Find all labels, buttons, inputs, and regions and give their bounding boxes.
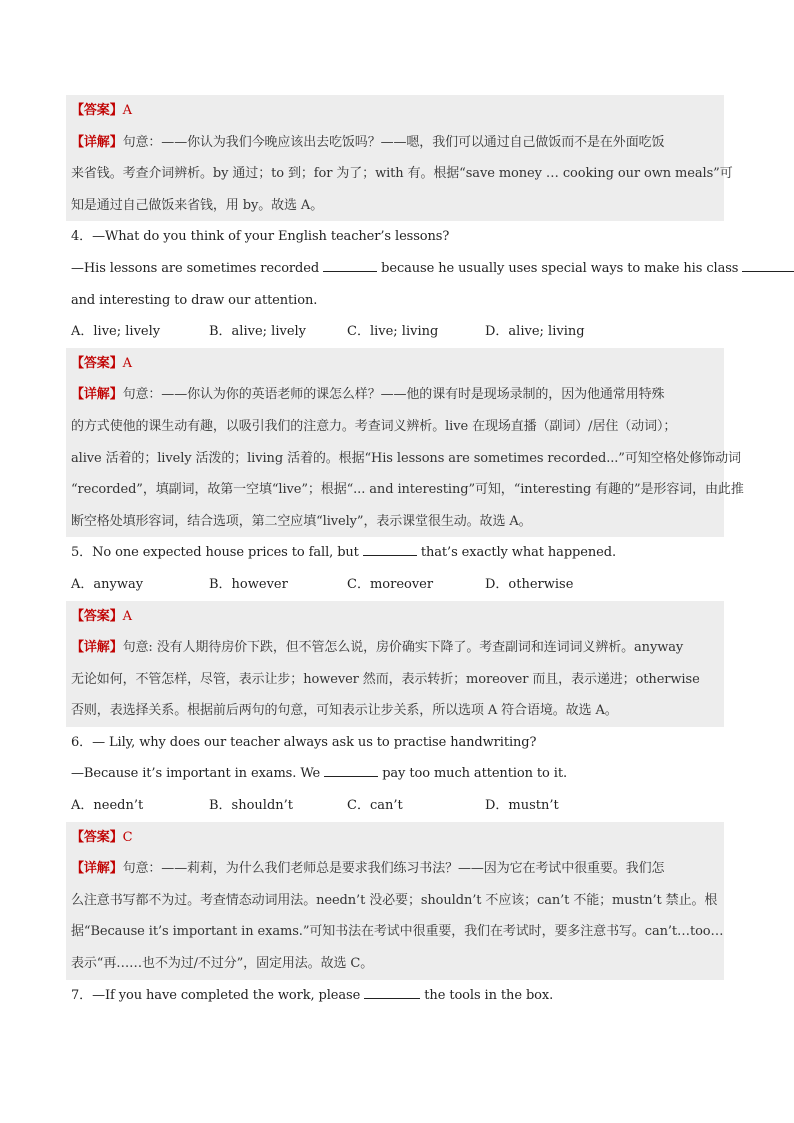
answer-tag: 【答案】	[71, 103, 123, 118]
question-6-options	[66, 790, 724, 822]
option-d: D．alive; living	[485, 324, 585, 340]
option-a: A．needn’t	[71, 798, 144, 814]
option-d: D．mustn’t	[485, 798, 559, 814]
detail-line	[71, 379, 722, 411]
question-text: because he usually uses special ways to make his class	[377, 260, 743, 276]
detail-tag: 【详解】	[71, 640, 123, 656]
question-4-line: 4．—What do you think of your English teacher’s lessons?	[71, 229, 450, 245]
answer-line	[71, 95, 722, 127]
answer-value: C	[122, 829, 133, 845]
question-text: pay too much attention to it.	[378, 766, 568, 782]
question-text: 5．No one expected house prices to fall, but	[71, 545, 363, 561]
detail-line: 知是通过自己做饭来省钱，用 by。故选 A。	[71, 197, 324, 213]
detail-line: 来省钱。考查介词辨析。by 通过；to 到；for 为了；with 有。根据“save money … cooking our own meals”可	[71, 166, 733, 182]
question-text: —Because it’s important in exams. We	[71, 766, 325, 782]
question-6-line: 6．— Lily, why does our teacher always ask us to practise handwriting?	[71, 734, 537, 750]
detail-text: 句意：——你认为你的英语老师的课怎么样？——他的课有时是现场录制的，因为他通常用特殊	[122, 387, 665, 403]
answer-blank	[323, 259, 377, 272]
detail-tag: 【详解】	[71, 861, 123, 877]
answer-tag: 【答案】	[71, 355, 123, 371]
detail-text: 句意: 没有人期待房价下跌，但不管怎么说，房价确实下降了。考查副词和连词词义辨析。anyway	[122, 640, 684, 656]
document-content	[66, 95, 744, 1011]
detail-text: 句意：——你认为我们今晚应该出去吃饭吗？——嗯，我们可以通过自己做饭而不是在外面吃饭	[122, 134, 665, 150]
answer-block-q3	[66, 95, 733, 221]
detail-tag: 【详解】	[71, 134, 123, 150]
option-b: B．however	[209, 576, 288, 592]
detail-line: alive 活着的；lively 活泼的；living 活着的。根据“His lessons are sometimes recorded...”可知空格处修饰动词	[71, 450, 741, 466]
answer-value: A	[122, 355, 132, 371]
answer-tag: 【答案】	[71, 829, 123, 845]
answer-blank	[742, 259, 794, 272]
answer-value: A	[122, 608, 132, 624]
option-c: C．moreover	[347, 576, 434, 592]
answer-value: A	[122, 103, 132, 118]
detail-line	[71, 853, 722, 885]
answer-block-q6	[66, 822, 724, 980]
detail-line: 否则，表选择关系。根据前后两句的句意，可知表示让步关系，所以选项 A 符合语境。故选 A。	[71, 703, 618, 719]
answer-tag: 【答案】	[71, 608, 123, 624]
option-d: D．otherwise	[485, 576, 574, 592]
option-c: C．live; living	[347, 324, 439, 340]
detail-line: 么注意书写都不为过。考查情态动词用法。needn’t 没必要；shouldn’t 不应该；can’t 不能；mustn’t 禁止。根	[71, 892, 718, 908]
option-c: C．can’t	[347, 798, 403, 814]
answer-blank	[364, 986, 420, 999]
answer-blank	[363, 543, 417, 556]
question-text: 7．—If you have completed the work, please	[71, 987, 365, 1003]
option-a: A．live; lively	[71, 324, 161, 340]
detail-text: 句意：——莉莉，为什么我们老师总是要求我们练习书法？——因为它在考试中很重要。我们怎	[122, 861, 665, 877]
question-5-options	[66, 569, 724, 601]
option-b: B．alive; lively	[209, 324, 307, 340]
detail-line: 的方式使他的课生动有趣，以吸引我们的注意力。考查词义辨析。live 在现场直播（副词）/居住（动词）；	[71, 418, 677, 434]
question-text: that’s exactly what happened.	[416, 545, 616, 561]
detail-line	[71, 127, 722, 159]
question-7-line	[66, 980, 724, 1012]
detail-tag: 【详解】	[71, 387, 123, 403]
detail-line	[71, 632, 722, 664]
detail-line: 无论如何，不管怎样，尽管，表示让步；however 然而，表示转折；moreover 而且，表示递进；otherwise	[71, 671, 700, 687]
question-text: the tools in the box.	[420, 987, 554, 1003]
detail-line: 断空格处填形容词，结合选项，第二空应填“lively”，表示课堂很生动。故选 A。	[71, 513, 532, 529]
answer-block-q4	[66, 348, 744, 538]
option-a: A．anyway	[71, 576, 144, 592]
detail-line: 表示“再……也不为过/不过分”，固定用法。故选 C。	[71, 956, 374, 972]
question-6-line	[66, 758, 724, 790]
detail-line: “recorded”，填副词，故第一空填“live”；根据“... and interesting”可知，“interesting 有趣的”是形容词，由此推	[71, 482, 744, 498]
answer-line	[71, 822, 722, 854]
question-4-options	[66, 316, 724, 348]
answer-line	[71, 348, 722, 380]
answer-blank	[324, 764, 378, 777]
question-text: —His lessons are sometimes recorded	[71, 260, 324, 276]
detail-line: 据“Because it’s important in exams.”可知书法在考试中很重要，我们在考试时，要多注意书写。can’t…too…	[71, 924, 724, 940]
option-b: B．shouldn’t	[209, 798, 294, 814]
question-5-line	[66, 537, 724, 569]
question-4-line	[66, 253, 743, 285]
answer-line	[71, 601, 722, 633]
question-4-line: and interesting to draw our attention.	[71, 292, 318, 308]
answer-block-q5	[66, 601, 724, 727]
